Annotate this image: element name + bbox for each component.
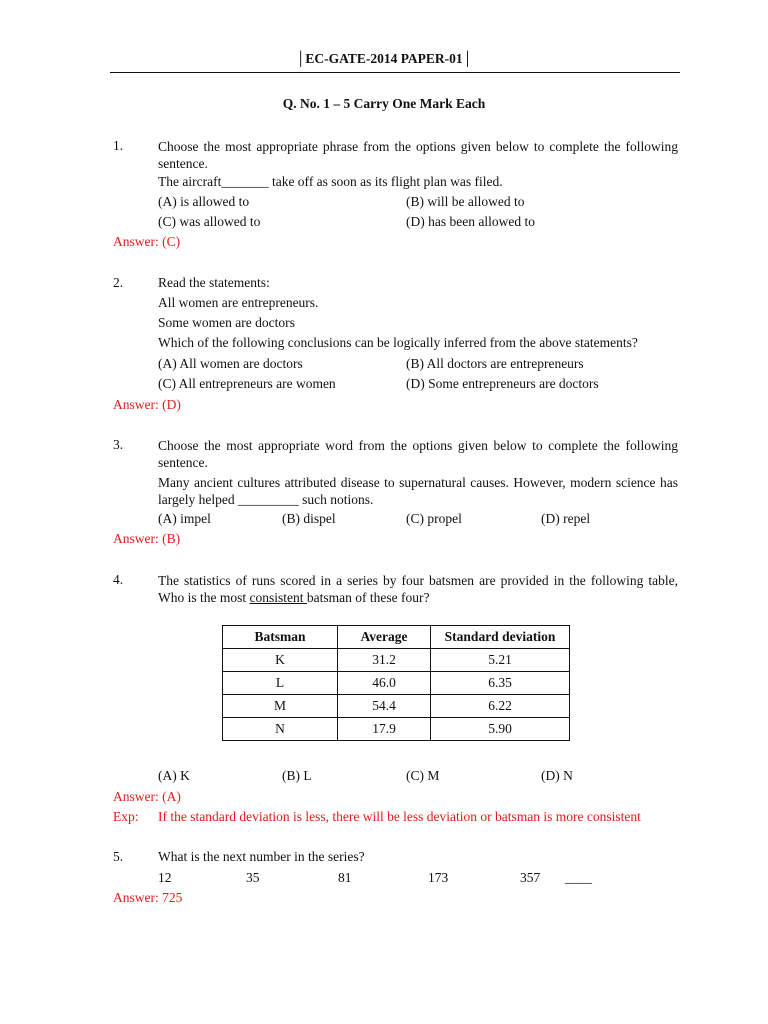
table-cell: N (223, 718, 338, 741)
option-a: (A) All women are doctors (158, 356, 303, 371)
question-line: Which of the following conclusions can be logically inferred from the above statements? (158, 335, 638, 350)
answer-text: Answer: (A) (113, 789, 181, 804)
series-term: 81 (338, 870, 352, 885)
option-d: (D) has been allowed to (406, 214, 535, 229)
answer-text: Answer: (C) (113, 234, 181, 249)
question-line: All women are entrepreneurs. (158, 295, 319, 310)
question-number: 3. (113, 437, 124, 452)
header-divider (110, 72, 680, 73)
table-row (223, 672, 570, 695)
question-number: 5. (113, 849, 124, 864)
option-c: (C) M (406, 768, 440, 783)
question-prompt: What is the next number in the series? (158, 849, 365, 864)
table-cell: K (223, 649, 338, 672)
option-a: (A) is allowed to (158, 194, 250, 209)
option-b: (B) dispel (282, 511, 336, 526)
table-cell: M (223, 695, 338, 718)
option-d: (D) N (541, 768, 573, 783)
answer-text: Answer: 725 (113, 890, 183, 905)
option-d: (D) repel (541, 511, 591, 526)
series-blank: ____ (565, 870, 592, 885)
option-b: (B) will be allowed to (406, 194, 525, 209)
table-cell: 54.4 (338, 695, 431, 718)
series-term: 357 (520, 870, 541, 885)
question-prompt: Choose the most appropriate word from the options given below to complete the following sentence. (158, 438, 678, 470)
prompt-underlined-word: consistent (249, 590, 307, 605)
section-title: Q. No. 1 – 5 Carry One Mark Each (282, 96, 486, 111)
question-sentence: Many ancient cultures attributed disease to supernatural causes. However, modern science has largely helped _________ such notions. (158, 475, 678, 507)
question-sentence: The aircraft_______ take off as soon as its flight plan was filed. (158, 174, 503, 189)
series-term: 35 (246, 870, 260, 885)
question-line: Read the statements: (158, 275, 270, 290)
question-line: Some women are doctors (158, 315, 295, 330)
explanation-text: If the standard deviation is less, there will be less deviation or batsman is more consistent (158, 809, 641, 824)
table-cell: 6.35 (431, 672, 570, 695)
question-number: 2. (113, 275, 124, 290)
question-number: 4. (113, 572, 124, 587)
question-prompt: Choose the most appropriate phrase from the options given below to complete the following sentence. (158, 139, 678, 171)
question-prompt (158, 572, 678, 606)
series-term: 12 (158, 870, 172, 885)
answer-text: Answer: (B) (113, 531, 181, 546)
table-cell: L (223, 672, 338, 695)
table-row (223, 718, 570, 741)
table-cell: 31.2 (338, 649, 431, 672)
table-cell: 6.22 (431, 695, 570, 718)
table-cell: 5.21 (431, 649, 570, 672)
batsman-stats-table (222, 625, 570, 741)
option-b: (B) All doctors are entrepreneurs (406, 356, 584, 371)
option-c: (C) All entrepreneurs are women (158, 376, 336, 391)
option-d: (D) Some entrepreneurs are doctors (406, 376, 599, 391)
table-row (223, 649, 570, 672)
table-row (223, 695, 570, 718)
question-number: 1. (113, 138, 124, 153)
column-header: Standard deviation (431, 626, 570, 649)
explanation-label: Exp: (113, 809, 139, 824)
option-c: (C) was allowed to (158, 214, 261, 229)
table-cell: 17.9 (338, 718, 431, 741)
prompt-text-end: batsman of these four? (306, 590, 430, 605)
table-cell: 46.0 (338, 672, 431, 695)
option-c: (C) propel (406, 511, 462, 526)
table-header-row (223, 626, 570, 649)
column-header: Average (338, 626, 431, 649)
series-term: 173 (428, 870, 449, 885)
page-header-title: │EC-GATE-2014 PAPER-01│ (295, 51, 473, 66)
option-b: (B) L (282, 768, 312, 783)
prompt-text: The statistics of runs scored in a series by four batsmen are provided in the following table, Who is the most (158, 573, 678, 605)
column-header: Batsman (223, 626, 338, 649)
option-a: (A) K (158, 768, 190, 783)
answer-text: Answer: (D) (113, 397, 181, 412)
option-a: (A) impel (158, 511, 211, 526)
table-cell: 5.90 (431, 718, 570, 741)
